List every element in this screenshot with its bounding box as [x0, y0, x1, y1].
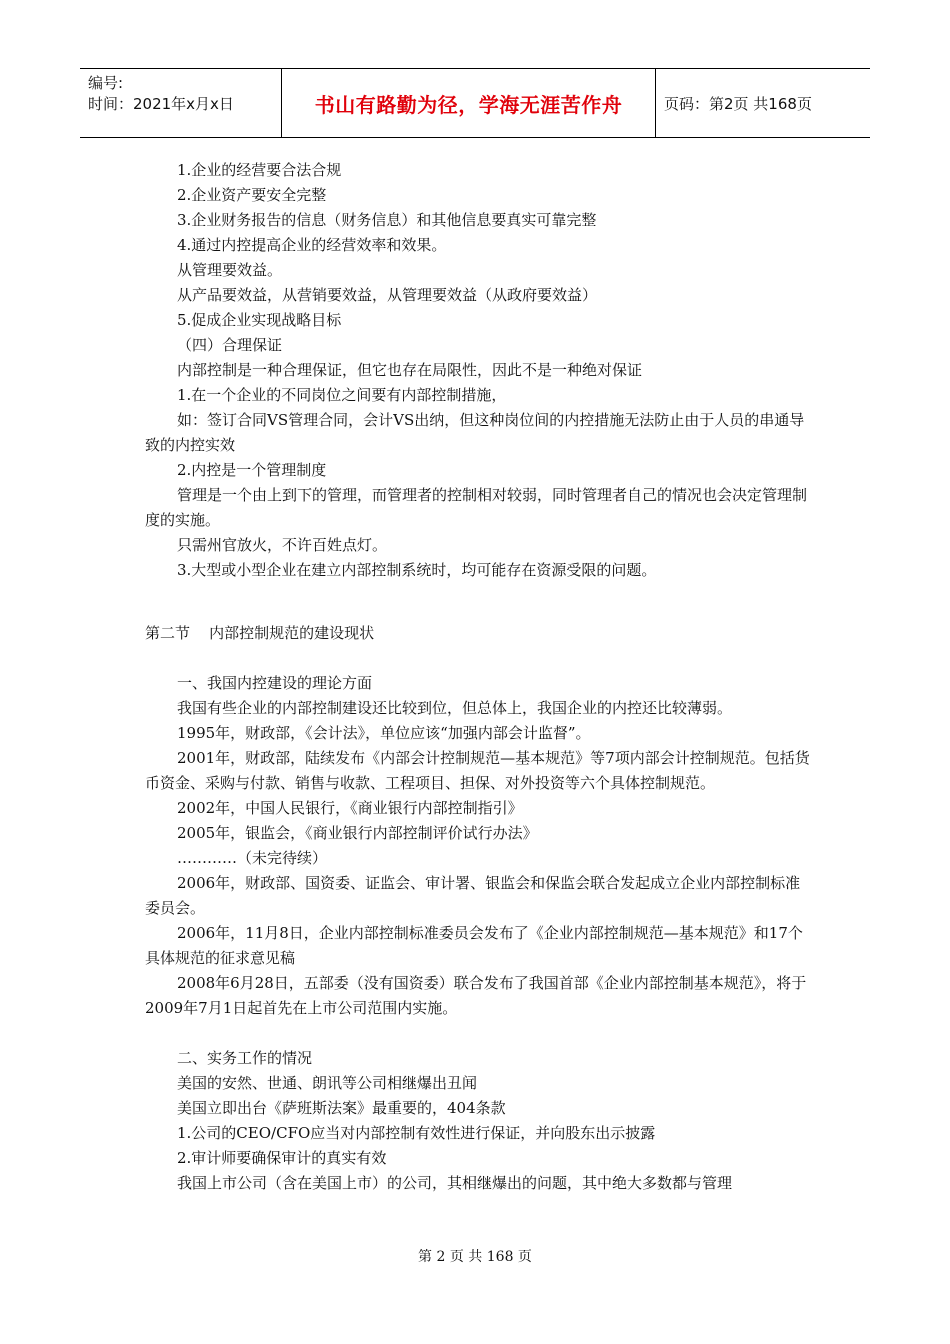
section-heading: 第二节 内部控制规范的建设现状 [145, 624, 375, 642]
subsection-heading: （四）合理保证 [177, 336, 283, 354]
paragraph: 从管理要效益。 [177, 261, 283, 279]
paragraph: 只需州官放火，不许百姓点灯。 [177, 536, 388, 554]
header-motto: 书山有路勤为径，学海无涯苦作舟 [314, 92, 623, 117]
paragraph: 1.企业的经营要合法合规 [177, 161, 342, 179]
page-header [80, 68, 870, 138]
paragraph: 3.企业财务报告的信息（财务信息）和其他信息要真实可靠完整 [177, 211, 597, 229]
document-body [145, 158, 810, 1196]
subsection-heading: 二、实务工作的情况 [177, 1049, 313, 1067]
paragraph: 美国的安然、世通、朗讯等公司相继爆出丑闻 [177, 1074, 478, 1092]
paragraph: 2006年，11月8日，企业内部控制标准委员会发布了《企业内部控制规范—基本规范》和17个具体规范的征求意见稿 [145, 924, 803, 967]
paragraph: 1.公司的CEO/CFO应当对内部控制有效性进行保证，并向股东出示披露 [177, 1124, 656, 1142]
paragraph: 我国上市公司（含在美国上市）的公司，其相继爆出的问题，其中绝大多数都与管理 [177, 1174, 733, 1192]
paragraph: 2005年，银监会，《商业银行内部控制评价试行办法》 [177, 824, 538, 842]
paragraph: 美国立即出台《萨班斯法案》最重要的，404条款 [177, 1099, 506, 1117]
paragraph: …………（未完待续） [177, 849, 328, 867]
document-time-label: 时间：2021年x月x日 [88, 95, 234, 113]
paragraph: 内部控制是一种合理保证，但它也存在局限性，因此不是一种绝对保证 [177, 361, 643, 379]
header-page-info: 页码：第2页 共168页 [664, 94, 812, 113]
paragraph: 2006年，财政部、国资委、证监会、审计署、银监会和保监会联合发起成立企业内部控制标准委员会。 [145, 874, 801, 917]
paragraph: 如：签订合同VS管理合同，会计VS出纳，但这种岗位间的内控措施无法防止由于人员的串通导致的内控实效 [145, 411, 805, 454]
header-motto-cell [282, 69, 656, 137]
paragraph: 我国有些企业的内部控制建设还比较到位，但总体上，我国企业的内控还比较薄弱。 [177, 699, 733, 717]
paragraph: 从产品要效益，从营销要效益，从管理要效益（从政府要效益） [177, 286, 598, 304]
paragraph: 2.内控是一个管理制度 [177, 461, 327, 479]
paragraph: 3.大型或小型企业在建立内部控制系统时，均可能存在资源受限的问题。 [177, 561, 657, 579]
paragraph: 2001年，财政部，陆续发布《内部会计控制规范—基本规范》等7项内部会计控制规范。包括货币资金、采购与付款、销售与收款、工程项目、担保、对外投资等六个具体控制规范。 [145, 749, 810, 792]
paragraph: 5.促成企业实现战略目标 [177, 311, 342, 329]
paragraph: 1.在一个企业的不同岗位之间要有内部控制措施， [177, 386, 507, 404]
paragraph: 2.审计师要确保审计的真实有效 [177, 1149, 387, 1167]
paragraph: 4.通过内控提高企业的经营效率和效果。 [177, 236, 447, 254]
paragraph: 管理是一个由上到下的管理，而管理者的控制相对较弱，同时管理者自己的情况也会决定管理制度的实施。 [145, 486, 808, 529]
page-footer: 第 2 页 共 168 页 [418, 1249, 532, 1265]
paragraph: 1995年，财政部，《会计法》，单位应该“加强内部会计监督”。 [177, 724, 591, 742]
paragraph: 2008年6月28日，五部委（没有国资委）联合发布了我国首部《企业内部控制基本规范》，将于2009年7月1日起首先在上市公司范围内实施。 [145, 974, 807, 1017]
subsection-heading: 一、我国内控建设的理论方面 [177, 674, 373, 692]
document-number-label: 编号: [88, 74, 124, 92]
paragraph: 2.企业资产要安全完整 [177, 186, 327, 204]
header-meta [80, 69, 282, 137]
paragraph: 2002年，中国人民银行，《商业银行内部控制指引》 [177, 799, 523, 817]
